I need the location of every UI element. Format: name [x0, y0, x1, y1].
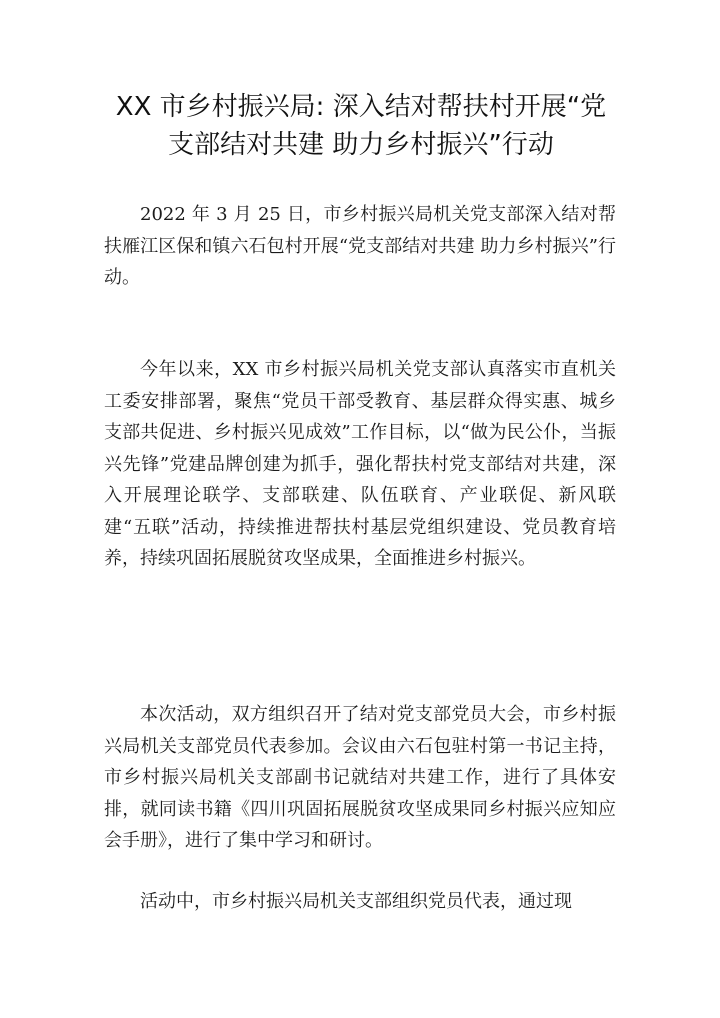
- title-line-1: XX 市乡村振兴局: 深入结对帮扶村开展“党: [115, 92, 607, 122]
- title-line-2: 支部结对共建 助力乡村振兴”行动: [168, 130, 554, 160]
- document-title: [96, 88, 626, 164]
- paragraph-background: 今年以来，XX 市乡村振兴局机关党支部认真落实市直机关工委安排部署，聚焦“党员干部受教育、基层群众得实惠、城乡支部共促进、乡村振兴见成效”工作目标，以“做为民公仆，当振兴先锋”党建品牌创建为抓手，强化帮扶村党支部结对共建，深入开展理论联学、支部联建、队伍联育、产业联促、新风联建“五联”活动，持续推进帮扶村基层党组织建设、党员教育培养，持续巩固拓展脱贫攻坚成果，全面推进乡村振兴。: [104, 359, 616, 569]
- paragraph-intro: 2022 年 3 月 25 日，市乡村振兴局机关党支部深入结对帮扶雁江区保和镇六石包村开展“党支部结对共建 助力乡村振兴”行动。: [104, 204, 616, 288]
- paragraph-meeting: 本次活动，双方组织召开了结对党支部党员大会，市乡村振兴局机关支部党员代表参加。会议由六石包驻村第一书记主持，市乡村振兴局机关支部副书记就结对共建工作，进行了具体安排，就同读书籍《四川巩固拓展脱贫攻坚成果同乡村振兴应知应会手册》，进行了集中学习和研讨。: [104, 704, 616, 851]
- paragraph-activity: 活动中，市乡村振兴局机关支部组织党员代表，通过现: [140, 891, 572, 912]
